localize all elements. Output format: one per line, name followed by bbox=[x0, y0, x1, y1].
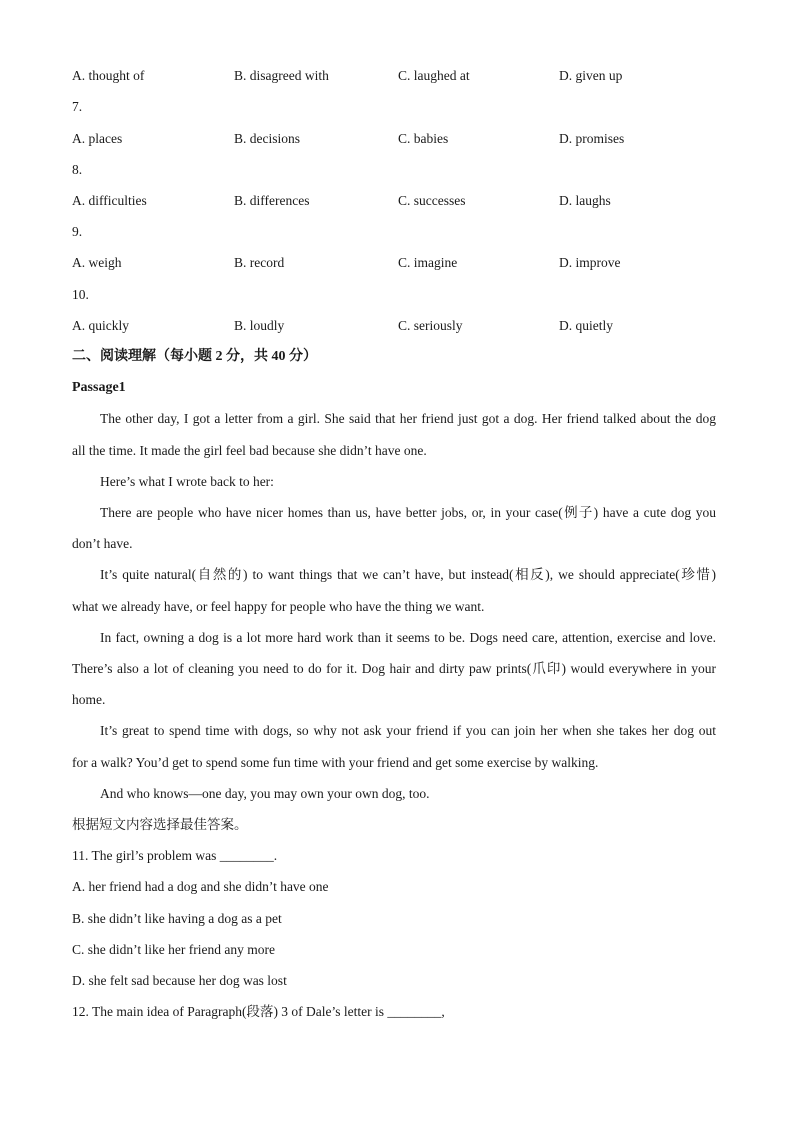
q10-option-b[interactable]: B. loudly bbox=[234, 318, 285, 333]
q6-option-d[interactable]: D. given up bbox=[559, 68, 623, 83]
passage-line: what we already have, or feel happy for people who have the thing we want. bbox=[72, 599, 485, 614]
q9-option-d[interactable]: D. improve bbox=[559, 255, 621, 270]
q7-number: 7. bbox=[72, 99, 83, 114]
passage-title: Passage1 bbox=[72, 380, 126, 395]
passage-line: There’s also a lot of cleaning you need to do for it. Dog hair and dirty paw prints(爪印) would everywhere in your bbox=[72, 661, 716, 676]
passage-line: It’s great to spend time with dogs, so why not ask your friend if you can join her when she takes her dog out bbox=[100, 723, 716, 738]
q11-option-c[interactable]: C. she didn’t like her friend any more bbox=[72, 942, 275, 957]
q10-option-d[interactable]: D. quietly bbox=[559, 318, 613, 333]
q7-option-a[interactable]: A. places bbox=[72, 131, 123, 146]
q6-option-b[interactable]: B. disagreed with bbox=[234, 68, 329, 83]
q10-number: 10. bbox=[72, 287, 89, 302]
q8-option-d[interactable]: D. laughs bbox=[559, 193, 611, 208]
q11-option-d[interactable]: D. she felt sad because her dog was lost bbox=[72, 973, 287, 988]
q9-number: 9. bbox=[72, 224, 83, 239]
q10-option-a[interactable]: A. quickly bbox=[72, 318, 129, 333]
q7-option-d[interactable]: D. promises bbox=[559, 131, 625, 146]
passage-line: There are people who have nicer homes than us, have better jobs, or, in your case(例子) have a cute dog you bbox=[100, 505, 716, 520]
passage-line: Here’s what I wrote back to her: bbox=[100, 474, 274, 489]
q11-option-a[interactable]: A. her friend had a dog and she didn’t have one bbox=[72, 879, 329, 894]
passage-line: And who knows—one day, you may own your own dog, too. bbox=[100, 786, 430, 801]
q8-option-b[interactable]: B. differences bbox=[234, 193, 310, 208]
passage-line: don’t have. bbox=[72, 536, 133, 551]
q8-option-c[interactable]: C. successes bbox=[398, 193, 466, 208]
q8-number: 8. bbox=[72, 162, 83, 177]
q11-option-b[interactable]: B. she didn’t like having a dog as a pet bbox=[72, 911, 282, 926]
q9-option-a[interactable]: A. weigh bbox=[72, 255, 122, 270]
q9-option-b[interactable]: B. record bbox=[234, 255, 285, 270]
q12-stem: 12. The main idea of Paragraph(段落) 3 of Dale’s letter is ________, bbox=[72, 1004, 445, 1019]
passage-line: It’s quite natural(自然的) to want things that we can’t have, but instead(相反), we should appreciate(珍惜) bbox=[100, 567, 716, 582]
passage-line: all the time. It made the girl feel bad because she didn’t have one. bbox=[72, 443, 427, 458]
q10-option-c[interactable]: C. seriously bbox=[398, 318, 463, 333]
instruction: 根据短文内容选择最佳答案。 bbox=[72, 817, 248, 832]
q6-option-a[interactable]: A. thought of bbox=[72, 68, 145, 83]
q7-option-b[interactable]: B. decisions bbox=[234, 131, 300, 146]
passage-line: The other day, I got a letter from a girl. She said that her friend just got a dog. Her friend talked about the dog bbox=[100, 411, 716, 426]
q8-option-a[interactable]: A. difficulties bbox=[72, 193, 147, 208]
passage-line: In fact, owning a dog is a lot more hard work than it seems to be. Dogs need care, attention, exercise and love. bbox=[100, 630, 716, 645]
q9-option-c[interactable]: C. imagine bbox=[398, 255, 458, 270]
passage-line: home. bbox=[72, 692, 106, 707]
q6-option-c[interactable]: C. laughed at bbox=[398, 68, 470, 83]
q11-stem: 11. The girl’s problem was ________. bbox=[72, 848, 278, 863]
q7-option-c[interactable]: C. babies bbox=[398, 131, 449, 146]
section-heading: 二、阅读理解（每小题 2 分，共 40 分） bbox=[72, 349, 317, 364]
passage-line: for a walk? You’d get to spend some fun time with your friend and get some exercise by walking. bbox=[72, 755, 599, 770]
